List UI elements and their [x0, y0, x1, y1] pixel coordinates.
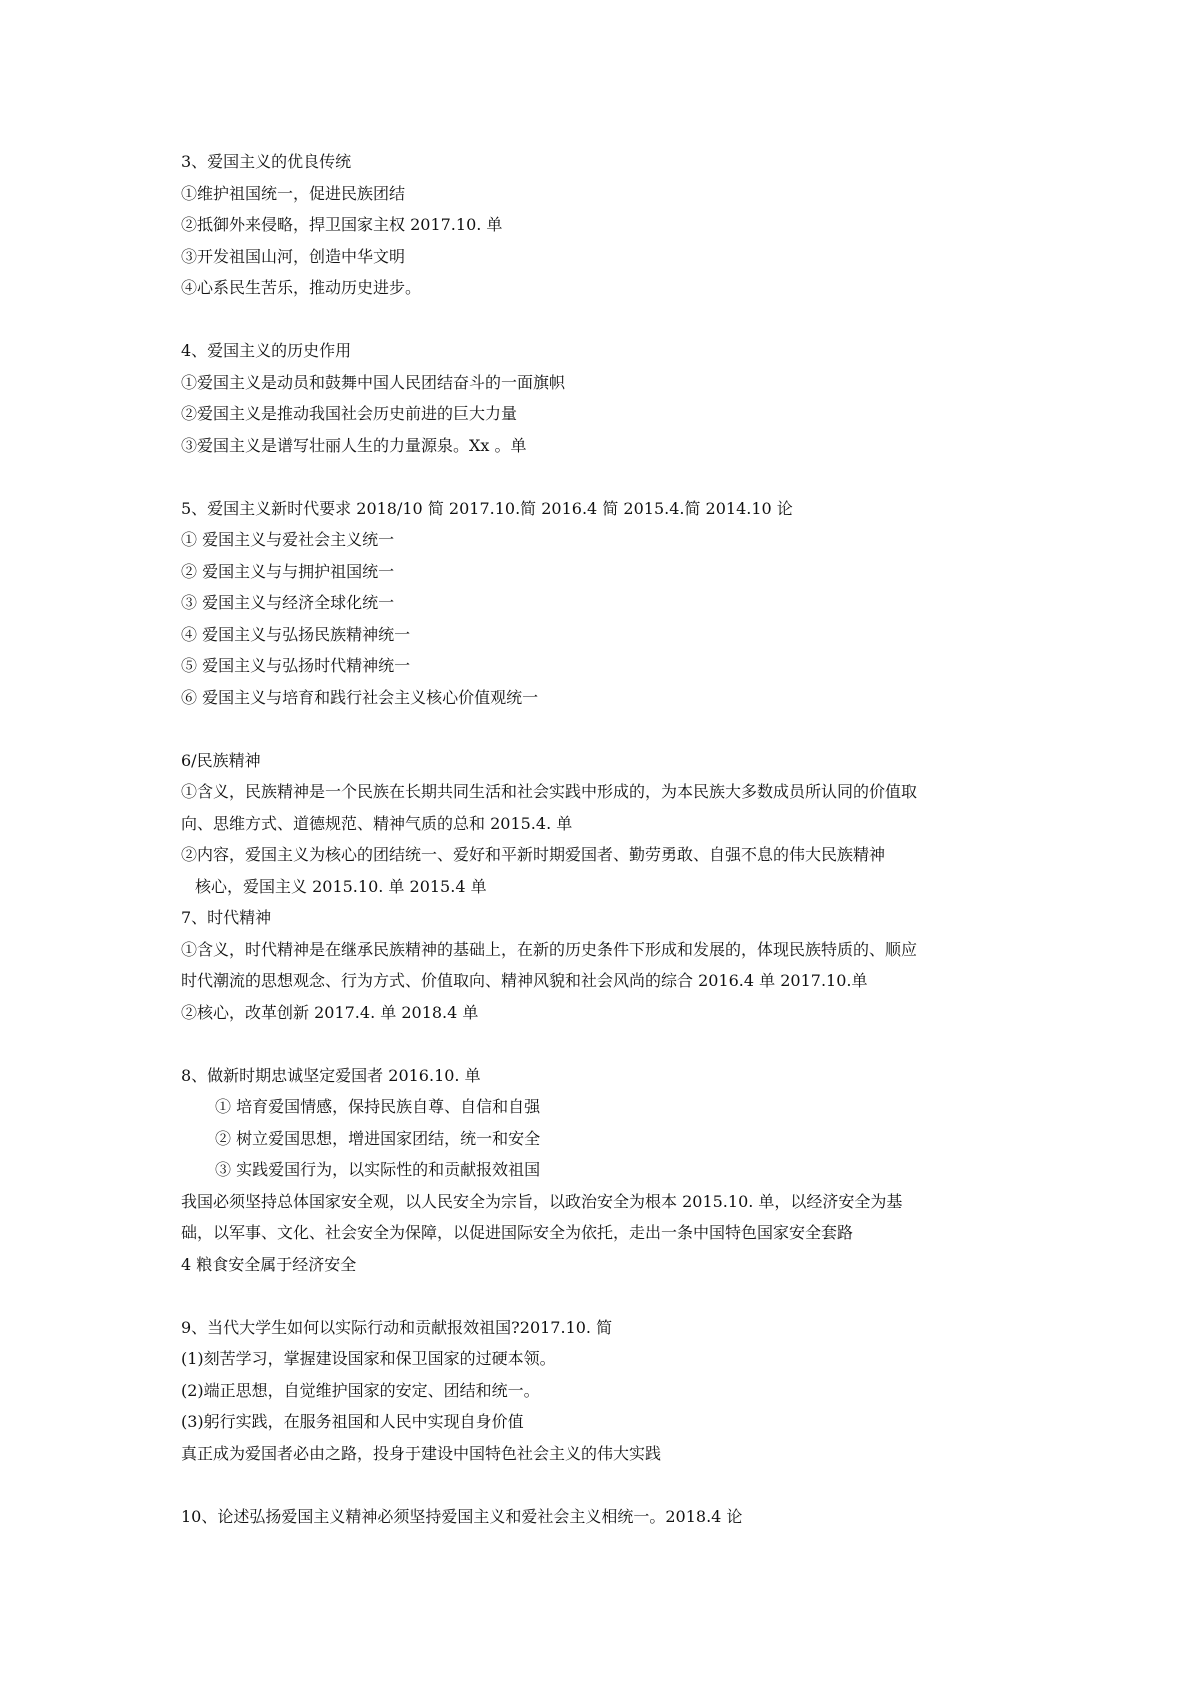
list-item: ② 爱国主义与与拥护祖国统一 [181, 561, 395, 581]
paragraph-line: ①含义，民族精神是一个民族在长期共同生活和社会实践中形成的，为本民族大多数成员所认同的价值取 [181, 782, 918, 801]
paragraph-line: 础，以军事、文化、社会安全为保障，以促进国际安全为依托，走出一条中国特色国家安全套路 [181, 1223, 854, 1242]
document-page [181, 146, 1021, 1532]
section-heading: 7、时代精神 [181, 908, 272, 927]
list-item: (2)端正思想，自觉维护国家的安定、团结和统一。 [181, 1380, 540, 1400]
paragraph-line: ②核心，改革创新 2017.4. 单 2018.4 单 [181, 1002, 479, 1022]
list-item: ④心系民生苦乐，推动历史进步。 [181, 278, 422, 297]
section-heading: 4、爱国主义的历史作用 [181, 341, 352, 360]
list-item: ③ 实践爱国行为，以实际性的和贡献报效祖国 [215, 1160, 541, 1179]
section-gap [181, 1280, 1021, 1312]
list-item: ②抵御外来侵略，捍卫国家主权 2017.10. 单 [181, 215, 503, 234]
paragraph-line: 真正成为爱国者必由之路，投身于建设中国特色社会主义的伟大实践 [181, 1443, 662, 1463]
list-item: (1)刻苦学习，掌握建设国家和保卫国家的过硬本领。 [181, 1349, 556, 1368]
section-gap [181, 304, 1021, 336]
paragraph-line: 我国必须坚持总体国家安全观，以人民安全为宗旨，以政治安全为根本 2015.10. 单，以经济安全为基 [181, 1191, 903, 1211]
list-item: ③开发祖国山河，创造中华文明 [181, 246, 406, 266]
section-gap [181, 1028, 1021, 1060]
list-item: ⑤ 爱国主义与弘扬时代精神统一 [181, 656, 411, 675]
section-heading: 10、论述弘扬爱国主义精神必须坚持爱国主义和爱社会主义相统一。2018.4 论 [181, 1506, 743, 1526]
list-item: ①爱国主义是动员和鼓舞中国人民团结奋斗的一面旗帜 [181, 372, 566, 392]
list-item: ① 培育爱国情感，保持民族自尊、自信和自强 [215, 1097, 541, 1116]
list-item: ③爱国主义是谱写壮丽人生的力量源泉。Xx 。单 [181, 435, 527, 455]
list-item: ③ 爱国主义与经济全球化统一 [181, 593, 395, 612]
list-item: ④ 爱国主义与弘扬民族精神统一 [181, 624, 411, 644]
paragraph-line: 向、思维方式、道德规范、精神气质的总和 2015.4. 单 [181, 813, 573, 833]
list-item: ⑥ 爱国主义与培育和践行社会主义核心价值观统一 [181, 687, 539, 707]
list-item: ①维护祖国统一，促进民族团结 [181, 183, 406, 203]
list-item: (3)躬行实践，在服务祖国和人民中实现自身价值 [181, 1412, 524, 1431]
list-item: ②爱国主义是推动我国社会历史前进的巨大力量 [181, 404, 518, 423]
section-heading: 5、爱国主义新时代要求 2018/10 简 2017.10.简 2016.4 简 2015.4.简 2014.10 论 [181, 498, 793, 518]
section-gap [181, 1469, 1021, 1501]
section-heading: 3、爱国主义的优良传统 [181, 152, 352, 171]
section-gap [181, 713, 1021, 745]
paragraph-line: ②内容，爱国主义为核心的团结统一、爱好和平新时期爱国者、勤劳勇敢、自强不息的伟大民族精神 [181, 845, 886, 864]
paragraph-line: 4 粮食安全属于经济安全 [181, 1254, 357, 1274]
paragraph-line: 核心，爱国主义 2015.10. 单 2015.4 单 [195, 876, 487, 896]
paragraph-line: ①含义，时代精神是在继承民族精神的基础上，在新的历史条件下形成和发展的，体现民族特质的、顺应 [181, 939, 918, 959]
section-heading: 9、当代大学生如何以实际行动和贡献报效祖国?2017.10. 简 [181, 1317, 613, 1337]
paragraph-line: 时代潮流的思想观念、行为方式、价值取向、精神风貌和社会风尚的综合 2016.4 单 2017.10.单 [181, 971, 868, 990]
list-item: ① 爱国主义与爱社会主义统一 [181, 530, 395, 549]
section-heading: 6/民族精神 [181, 750, 261, 770]
section-gap [181, 461, 1021, 493]
list-item: ② 树立爱国思想，增进国家团结，统一和安全 [215, 1128, 541, 1148]
section-heading: 8、做新时期忠诚坚定爱国者 2016.10. 单 [181, 1065, 481, 1085]
